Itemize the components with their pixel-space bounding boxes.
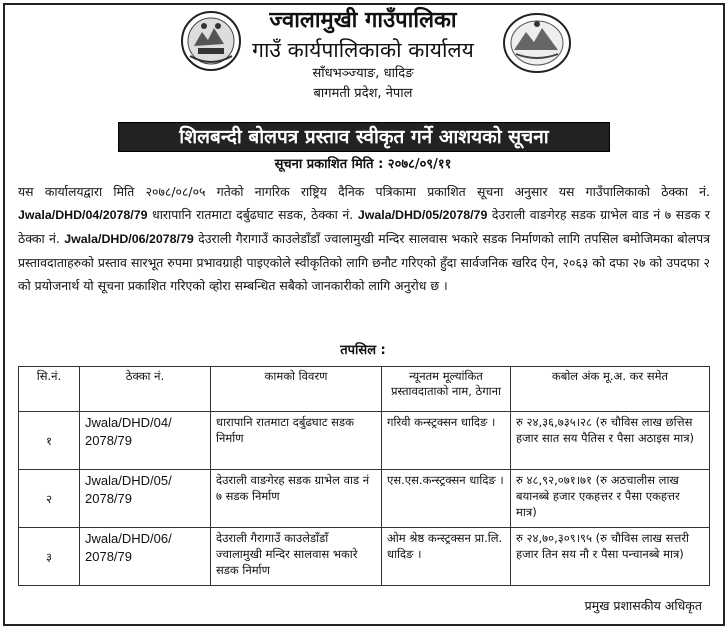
serial-number: ३ [19, 528, 80, 586]
municipality-name: ज्वालामुखी गाउँपालिका [269, 8, 457, 33]
bidder-cell: गरिवी कन्स्ट्रक्सन धादिङ । [382, 412, 511, 470]
table-row [19, 412, 710, 470]
description-cell: देउराली गैरागाउँ काउलेडाँडाँ ज्वालामुखी मन्दिर सालवास भकारे सडक निर्माण [211, 528, 382, 586]
notice-body [18, 180, 710, 297]
contract-number: Jwala/DHD/05/2078/79 [357, 208, 488, 222]
table-row [19, 470, 710, 528]
table-row [19, 528, 710, 586]
contract-number: Jwala/DHD/04/2078/79 [18, 208, 148, 222]
publication-date: सूचना प्रकाशित मिति : २०७८/०९/११ [274, 157, 452, 172]
schedule-heading: तपसिल : [340, 343, 386, 358]
office-name: गाउँ कार्यपालिकाको कार्यालय [252, 38, 474, 62]
body-part: धारापानि रातमाटा दर्बुढघाट सडक, ठेक्का नं. [147, 207, 358, 222]
province-name: बागमती प्रदेश, नेपाल [313, 86, 413, 101]
column-header: कबोल अंक मू.अ. कर समेत [511, 367, 710, 412]
table-header-row [19, 367, 710, 412]
serial-number: २ [19, 470, 80, 528]
amount-cell: रु ४८,९२,०७१।७१ (रु अठचालीस लाख बयानब्बे हजार एकहत्तर र पैसा एकहत्तर मात्र) [511, 470, 710, 528]
letterhead [0, 6, 726, 104]
notice-title: शिलबन्दी बोलपत्र प्रस्ताव स्वीकृत गर्ने आशयको सूचना [118, 122, 610, 152]
description-cell: धारापानि रातमाटा दर्बुढघाट सडक निर्माण [211, 412, 382, 470]
contract-cell: Jwala/DHD/05/ 2078/79 [80, 470, 211, 528]
bidder-cell: ओम श्रेष्ठ कन्स्ट्रक्सन प्रा.लि. धादिङ । [382, 528, 511, 586]
signatory-title: प्रमुख प्रशासकीय अधिकृत [584, 598, 702, 613]
bid-table [18, 366, 710, 586]
column-header: ठेक्का नं. [80, 367, 211, 412]
office-location: साँधभञ्ज्याङ, धादिङ [312, 66, 414, 81]
bidder-cell: एस.एस.कन्स्ट्रक्सन धादिङ । [382, 470, 511, 528]
amount-cell: रु २४,३६,७३५।२८ (रु चौविस लाख छत्तिस हजार सात सय पैतिस र पैसा अठाइस मात्र) [511, 412, 710, 470]
amount-cell: रु २४,७०,३०९।९५ (रु चौविस लाख सत्तरी हजार तिन सय नौ र पैसा पन्चानब्बे मात्र) [511, 528, 710, 586]
column-header: सि.नं. [19, 367, 80, 412]
body-part: देउराली गैरागाउँ काउलेडाँडाँ ज्वालामुखी मन्दिर सालवास भकारे सडक निर्माणको लागि तपसिल बमोजिमका बोलपत्र प्रस्तावदाताहरुको प्रस्ताव सारभूत रुपमा प्रभावग्राही पाइएकोले स्वीकृतिको लागि छनौट गरिएको हुँदा सार्वजनिक खरिद ऐन, २०६३ को दफा २७ को उपदफा २ को प्रयोजनार्थ यो सूचना प्रकाशित गरिएको व्होरा सम्बन्धित सबैको जानकारीको लागि अनुरोध छ । [18, 231, 710, 293]
column-header: न्यूनतम मूल्यांकित प्रस्तावदाताको नाम, ठेगाना [382, 367, 511, 412]
serial-number: १ [19, 412, 80, 470]
description-cell: देउराली वाङगेरह सडक ग्राभेल वाड नं ७ सडक निर्माण [211, 470, 382, 528]
contract-cell: Jwala/DHD/04/ 2078/79 [80, 412, 211, 470]
contract-number: Jwala/DHD/06/2078/79 [64, 232, 194, 246]
body-part: देउराली वाङगेरह सडक ग्राभेल वाड नं ७ सडक र ठेक्का नं. [18, 207, 710, 246]
column-header: कामको विवरण [211, 367, 382, 412]
body-part: यस कार्यालयद्वारा मिति २०७८/०८/०५ गतेको नागरिक राष्ट्रिय दैनिक पत्रिकामा प्रकाशित सूचना अनुसार यस गाउँपालिकाको ठेक्का नं. [18, 184, 710, 199]
contract-cell: Jwala/DHD/06/ 2078/79 [80, 528, 211, 586]
